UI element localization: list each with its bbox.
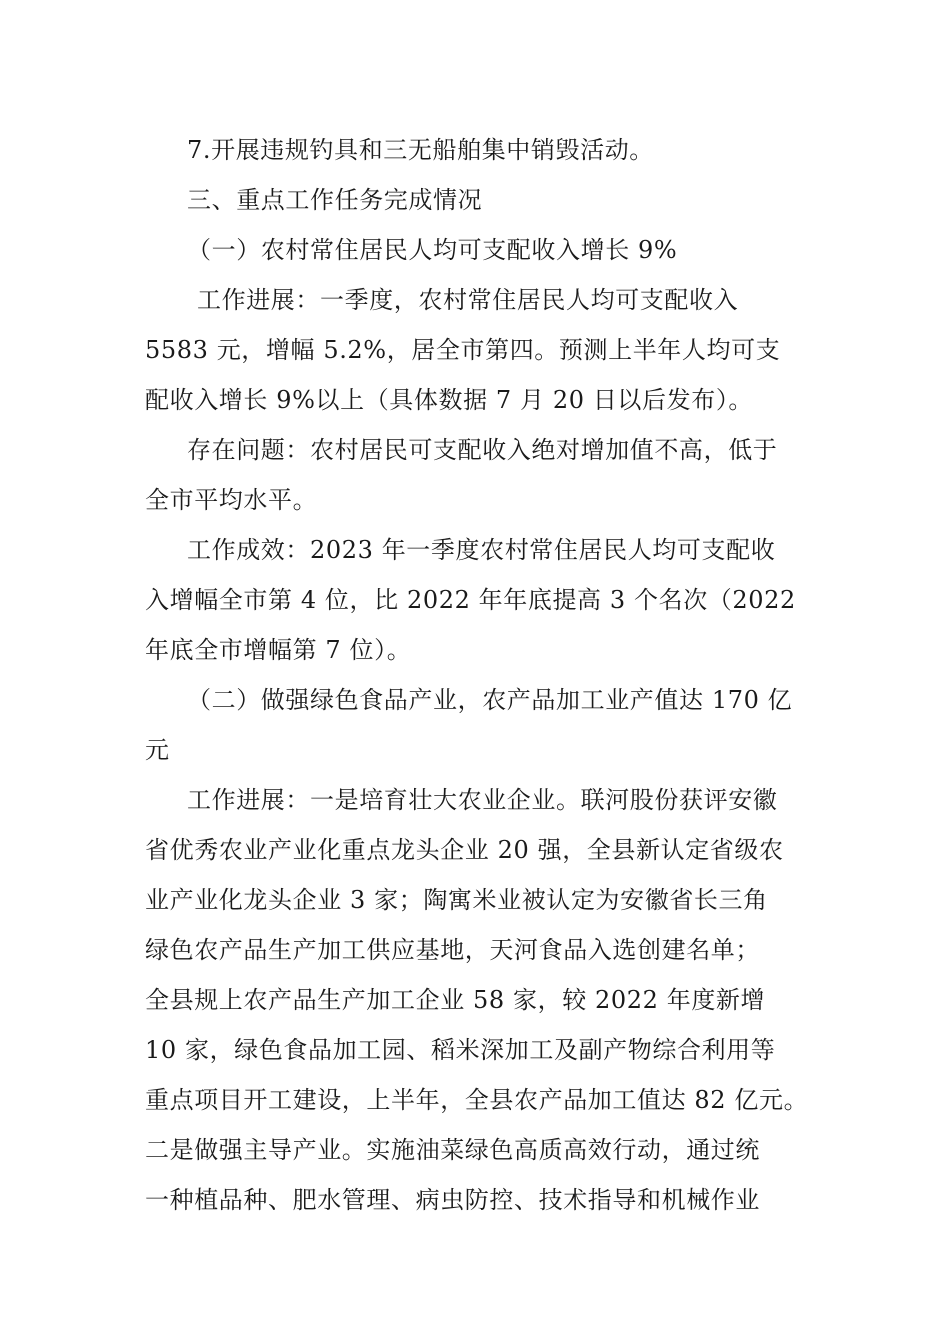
paragraph-line: 5583 元，增幅 5.2%，居全市第四。预测上半年人均可支 [145, 336, 781, 364]
list-item-7: 7.开展违规钓具和三无船舶集中销毁活动。 [187, 136, 654, 164]
paragraph-line: 工作成效：2023 年一季度农村常住居民人均可支配收 [187, 536, 776, 564]
paragraph-line: 10 家，绿色食品加工园、稻米深加工及副产物综合利用等 [145, 1036, 776, 1064]
section-heading-3: 三、重点工作任务完成情况 [187, 186, 483, 214]
paragraph-line: 重点项目开工建设，上半年，全县农产品加工值达 82 亿元。 [145, 1086, 809, 1114]
paragraph-line: 工作进展：一季度，农村常住居民人均可支配收入 [197, 286, 739, 314]
paragraph-line: 入增幅全市第 4 位，比 2022 年年底提高 3 个名次（2022 [145, 586, 796, 614]
paragraph-line: 二是做强主导产业。实施油菜绿色高质高效行动，通过统 [145, 1136, 760, 1164]
paragraph-line: 全市平均水平。 [145, 486, 318, 514]
subsection-heading-1: （一）农村常住居民人均可支配收入增长 9% [187, 236, 678, 264]
paragraph-line: 工作进展：一是培育壮大农业企业。联河股份获评安徽 [187, 786, 778, 814]
subsection-heading-2-cont: 元 [145, 736, 170, 764]
paragraph-line: 全县规上农产品生产加工企业 58 家，较 2022 年度新增 [145, 986, 766, 1014]
paragraph-line: 一种植品种、肥水管理、病虫防控、技术指导和机械作业 [145, 1186, 760, 1214]
paragraph-line: 配收入增长 9%以上（具体数据 7 月 20 日以后发布）。 [145, 386, 754, 414]
paragraph-line: 业产业化龙头企业 3 家；陶寓米业被认定为安徽省长三角 [145, 886, 768, 914]
subsection-heading-2: （二）做强绿色食品产业，农产品加工业产值达 170 亿 [187, 686, 793, 714]
paragraph-line: 年底全市增幅第 7 位）。 [145, 636, 412, 664]
paragraph-line: 绿色农产品生产加工供应基地，天河食品入选创建名单； [145, 936, 760, 964]
paragraph-line: 存在问题：农村居民可支配收入绝对增加值不高，低于 [187, 436, 778, 464]
paragraph-line: 省优秀农业产业化重点龙头企业 20 强，全县新认定省级农 [145, 836, 784, 864]
